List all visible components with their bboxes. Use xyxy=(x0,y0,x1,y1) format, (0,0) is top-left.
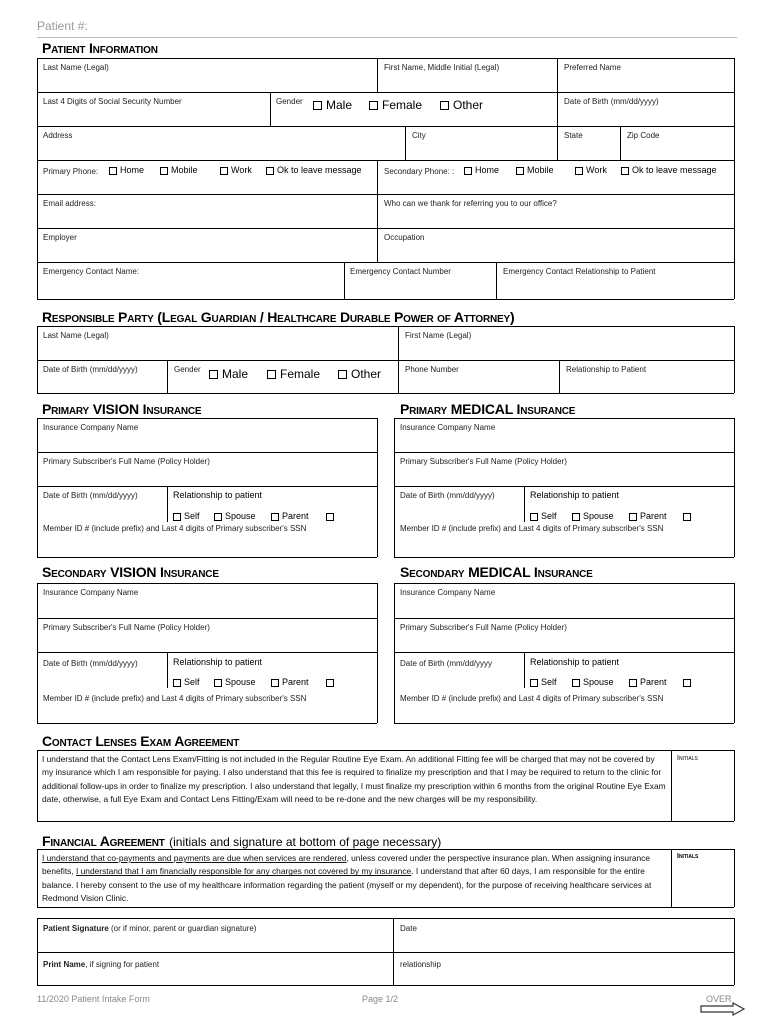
rp-gender-label: Gender xyxy=(174,365,201,374)
sv-relationship-label: Relationship to patient xyxy=(173,657,263,667)
checkbox-icon xyxy=(326,679,334,687)
dob-label: Date of Birth (mm/dd/yyyy) xyxy=(564,97,659,106)
pm-other-option[interactable] xyxy=(683,511,694,521)
pv-other-option[interactable] xyxy=(326,511,337,521)
checkbox-icon xyxy=(209,370,218,379)
emergency-contact-name-label: Emergency Contact Name: xyxy=(43,267,140,276)
checkbox-icon xyxy=(173,513,181,521)
pv-member-id-label: Member ID # (include prefix) and Last 4 digits of Primary subscriber's SSN xyxy=(43,524,307,533)
employer-label: Employer xyxy=(43,233,77,242)
arrow-right-icon xyxy=(700,1002,745,1016)
state-label: State xyxy=(564,131,583,140)
checkbox-icon xyxy=(683,679,691,687)
checkbox-icon xyxy=(214,679,222,687)
checkbox-icon xyxy=(516,167,524,175)
secondary-phone-ok-message-option[interactable]: Ok to leave message xyxy=(621,165,717,175)
pv-subscriber-label: Primary Subscriber's Full Name (Policy Holder) xyxy=(43,457,210,466)
pm-self-option[interactable]: Self xyxy=(530,511,557,521)
primary-phone-ok-message-option[interactable]: Ok to leave message xyxy=(266,165,362,175)
rp-gender-male-option[interactable]: Male xyxy=(209,367,248,381)
checkbox-icon xyxy=(338,370,347,379)
sv-other-option[interactable] xyxy=(326,677,337,687)
sv-self-option[interactable]: Self xyxy=(173,677,200,687)
financial-agreement-text: I understand that co-payments and payments are due when services are rendered, unless covered under the perspective insurance plan. When assigning insurance benefits, I understand that I am financially responsible for any charges not covered by my insurance. I understand that after 60 days, I am responsible for the entire balance. I hereby consent to the use of my healthcare information regarding the patient (myself or my dependent), for the purpose of receiving healthcare services at Redmond Vision Clinic. xyxy=(42,853,652,903)
sm-spouse-option[interactable]: Spouse xyxy=(572,677,614,687)
sm-parent-option[interactable]: Parent xyxy=(629,677,667,687)
checkbox-icon xyxy=(369,101,378,110)
sm-subscriber-label: Primary Subscriber's Full Name (Policy Holder) xyxy=(400,623,567,632)
checkbox-icon xyxy=(160,167,168,175)
checkbox-icon xyxy=(575,167,583,175)
checkbox-icon xyxy=(621,167,629,175)
ssn-label: Last 4 Digits of Social Security Number xyxy=(43,97,182,106)
pv-parent-option[interactable]: Parent xyxy=(271,511,309,521)
pv-spouse-option[interactable]: Spouse xyxy=(214,511,256,521)
secondary-medical-title: Secondary MEDICAL Insurance xyxy=(400,564,593,580)
primary-phone-home-option[interactable]: Home xyxy=(109,165,144,175)
rp-phone-label: Phone Number xyxy=(405,365,459,374)
zip-label: Zip Code xyxy=(627,131,660,140)
sm-other-option[interactable] xyxy=(683,677,694,687)
page-number-label: Page 1/2 xyxy=(362,994,399,1004)
rp-gender-female-option[interactable]: Female xyxy=(267,367,320,381)
print-name-field[interactable]: Print Name, if signing for patient xyxy=(43,960,160,969)
financial-subtitle: (initials and signature at bottom of page necessary) xyxy=(169,835,442,849)
gender-label: Gender xyxy=(276,97,303,106)
rp-last-name-label: Last Name (Legal) xyxy=(43,331,109,340)
gender-other-option[interactable]: Other xyxy=(440,98,483,112)
primary-phone-label: Primary Phone: xyxy=(43,167,99,176)
patient-info-title: Patient Information xyxy=(42,40,158,56)
secondary-phone-mobile-option[interactable]: Mobile xyxy=(516,165,554,175)
checkbox-icon xyxy=(173,679,181,687)
occupation-label: Occupation xyxy=(384,233,425,242)
checkbox-icon xyxy=(271,679,279,687)
header-divider xyxy=(37,37,737,38)
checkbox-icon xyxy=(326,513,334,521)
patient-number-label: Patient #: xyxy=(37,19,88,33)
checkbox-icon xyxy=(109,167,117,175)
primary-phone-work-option[interactable]: Work xyxy=(220,165,252,175)
first-name-label: First Name, Middle Initial (Legal) xyxy=(384,63,500,72)
rp-relationship-label: Relationship to Patient xyxy=(566,365,647,374)
pm-parent-option[interactable]: Parent xyxy=(629,511,667,521)
secondary-phone-home-option[interactable]: Home xyxy=(464,165,499,175)
signature-date-field[interactable]: Date xyxy=(400,924,417,933)
checkbox-icon xyxy=(629,679,637,687)
contact-lens-title: Contact Lenses Exam Agreement xyxy=(42,733,240,749)
email-label: Email address: xyxy=(43,199,96,208)
financial-initials-field[interactable]: Initials xyxy=(677,853,699,860)
emergency-contact-relationship-label: Emergency Contact Relationship to Patient xyxy=(503,267,656,276)
rp-dob-label: Date of Birth (mm/dd/yyyy) xyxy=(43,365,138,374)
checkbox-icon xyxy=(440,101,449,110)
sm-dob-label: Date of Birth (mm/dd/yyyy xyxy=(400,659,493,668)
pv-relationship-label: Relationship to patient xyxy=(173,490,263,500)
checkbox-icon xyxy=(266,167,274,175)
financial-title: Financial Agreement xyxy=(42,833,165,849)
emergency-contact-number-label: Emergency Contact Number xyxy=(350,267,451,276)
sv-spouse-option[interactable]: Spouse xyxy=(214,677,256,687)
checkbox-icon xyxy=(572,513,580,521)
pv-dob-label: Date of Birth (mm/dd/yyyy) xyxy=(43,491,138,500)
sv-dob-label: Date of Birth (mm/dd/yyyy) xyxy=(43,659,138,668)
checkbox-icon xyxy=(271,513,279,521)
contact-lens-initials-field[interactable]: Initials xyxy=(677,755,698,762)
form-version-label: 11/2020 Patient Intake Form xyxy=(37,994,150,1004)
checkbox-icon xyxy=(530,513,538,521)
sv-parent-option[interactable]: Parent xyxy=(271,677,309,687)
primary-vision-title: Primary VISION Insurance xyxy=(42,401,202,417)
pm-member-id-label: Member ID # (include prefix) and Last 4 digits of Primary subscriber's SSN xyxy=(400,524,664,533)
rp-first-name-label: First Name (Legal) xyxy=(405,331,472,340)
pv-company-label: Insurance Company Name xyxy=(43,423,139,432)
primary-medical-title: Primary MEDICAL Insurance xyxy=(400,401,576,417)
secondary-phone-work-option[interactable]: Work xyxy=(575,165,607,175)
pv-self-option[interactable]: Self xyxy=(173,511,200,521)
city-label: City xyxy=(412,131,426,140)
gender-male-option[interactable]: Male xyxy=(313,98,352,112)
sv-member-id-label: Member ID # (include prefix) and Last 4 digits of Primary subscriber's SSN xyxy=(43,694,307,703)
pm-relationship-label: Relationship to patient xyxy=(530,490,620,500)
checkbox-icon xyxy=(629,513,637,521)
contact-lens-agreement-text: I understand that the Contact Lens Exam/Fitting is not included in the Regular Routine Eye Exam. An additional Fitting fee will be charged that may not be covered by my insurance which I am responsible for paying. I also understand that this fee is required to finalize my prescription and that I may be required to return to the clinic for additional follow-ups in order to finalize my prescription. I also understand that legally, I must finalize my prescription within 6 months from the original Routine Eye Exam date, otherwise, a full Eye Exam and Contact Lens Fitting/Exam will need to be re-done and the new charges will be my responsibility. xyxy=(42,754,666,804)
checkbox-icon xyxy=(313,101,322,110)
checkbox-icon xyxy=(683,513,691,521)
gender-female-option[interactable]: Female xyxy=(369,98,422,112)
pm-subscriber-label: Primary Subscriber's Full Name (Policy Holder) xyxy=(400,457,567,466)
checkbox-icon xyxy=(220,167,228,175)
secondary-vision-title: Secondary VISION Insurance xyxy=(42,564,219,580)
relationship-field[interactable]: relationship xyxy=(400,960,441,969)
sv-subscriber-label: Primary Subscriber's Full Name (Policy Holder) xyxy=(43,623,210,632)
responsible-party-title: Responsible Party (Legal Guardian / Healthcare Durable Power of Attorney) xyxy=(42,309,515,325)
over-label: OVER xyxy=(706,994,732,1004)
pm-dob-label: Date of Birth (mm/dd/yyyy) xyxy=(400,491,495,500)
sv-company-label: Insurance Company Name xyxy=(43,588,139,597)
secondary-phone-label: Secondary Phone: : xyxy=(384,167,455,176)
patient-signature-field[interactable]: Patient Signature (or if minor, parent or guardian signature) xyxy=(43,924,257,933)
checkbox-icon xyxy=(464,167,472,175)
checkbox-icon xyxy=(267,370,276,379)
preferred-name-label: Preferred Name xyxy=(564,63,621,72)
last-name-label: Last Name (Legal) xyxy=(43,63,109,72)
checkbox-icon xyxy=(572,679,580,687)
address-label: Address xyxy=(43,131,73,140)
checkbox-icon xyxy=(214,513,222,521)
checkbox-icon xyxy=(530,679,538,687)
sm-relationship-label: Relationship to patient xyxy=(530,657,620,667)
referral-label: Who can we thank for referring you to our office? xyxy=(384,199,557,208)
sm-self-option[interactable]: Self xyxy=(530,677,557,687)
primary-phone-mobile-option[interactable]: Mobile xyxy=(160,165,198,175)
pm-spouse-option[interactable]: Spouse xyxy=(572,511,614,521)
sm-member-id-label: Member ID # (include prefix) and Last 4 digits of Primary subscriber's SSN xyxy=(400,694,664,703)
rp-gender-other-option[interactable]: Other xyxy=(338,367,381,381)
pm-company-label: Insurance Company Name xyxy=(400,423,496,432)
sm-company-label: Insurance Company Name xyxy=(400,588,496,597)
